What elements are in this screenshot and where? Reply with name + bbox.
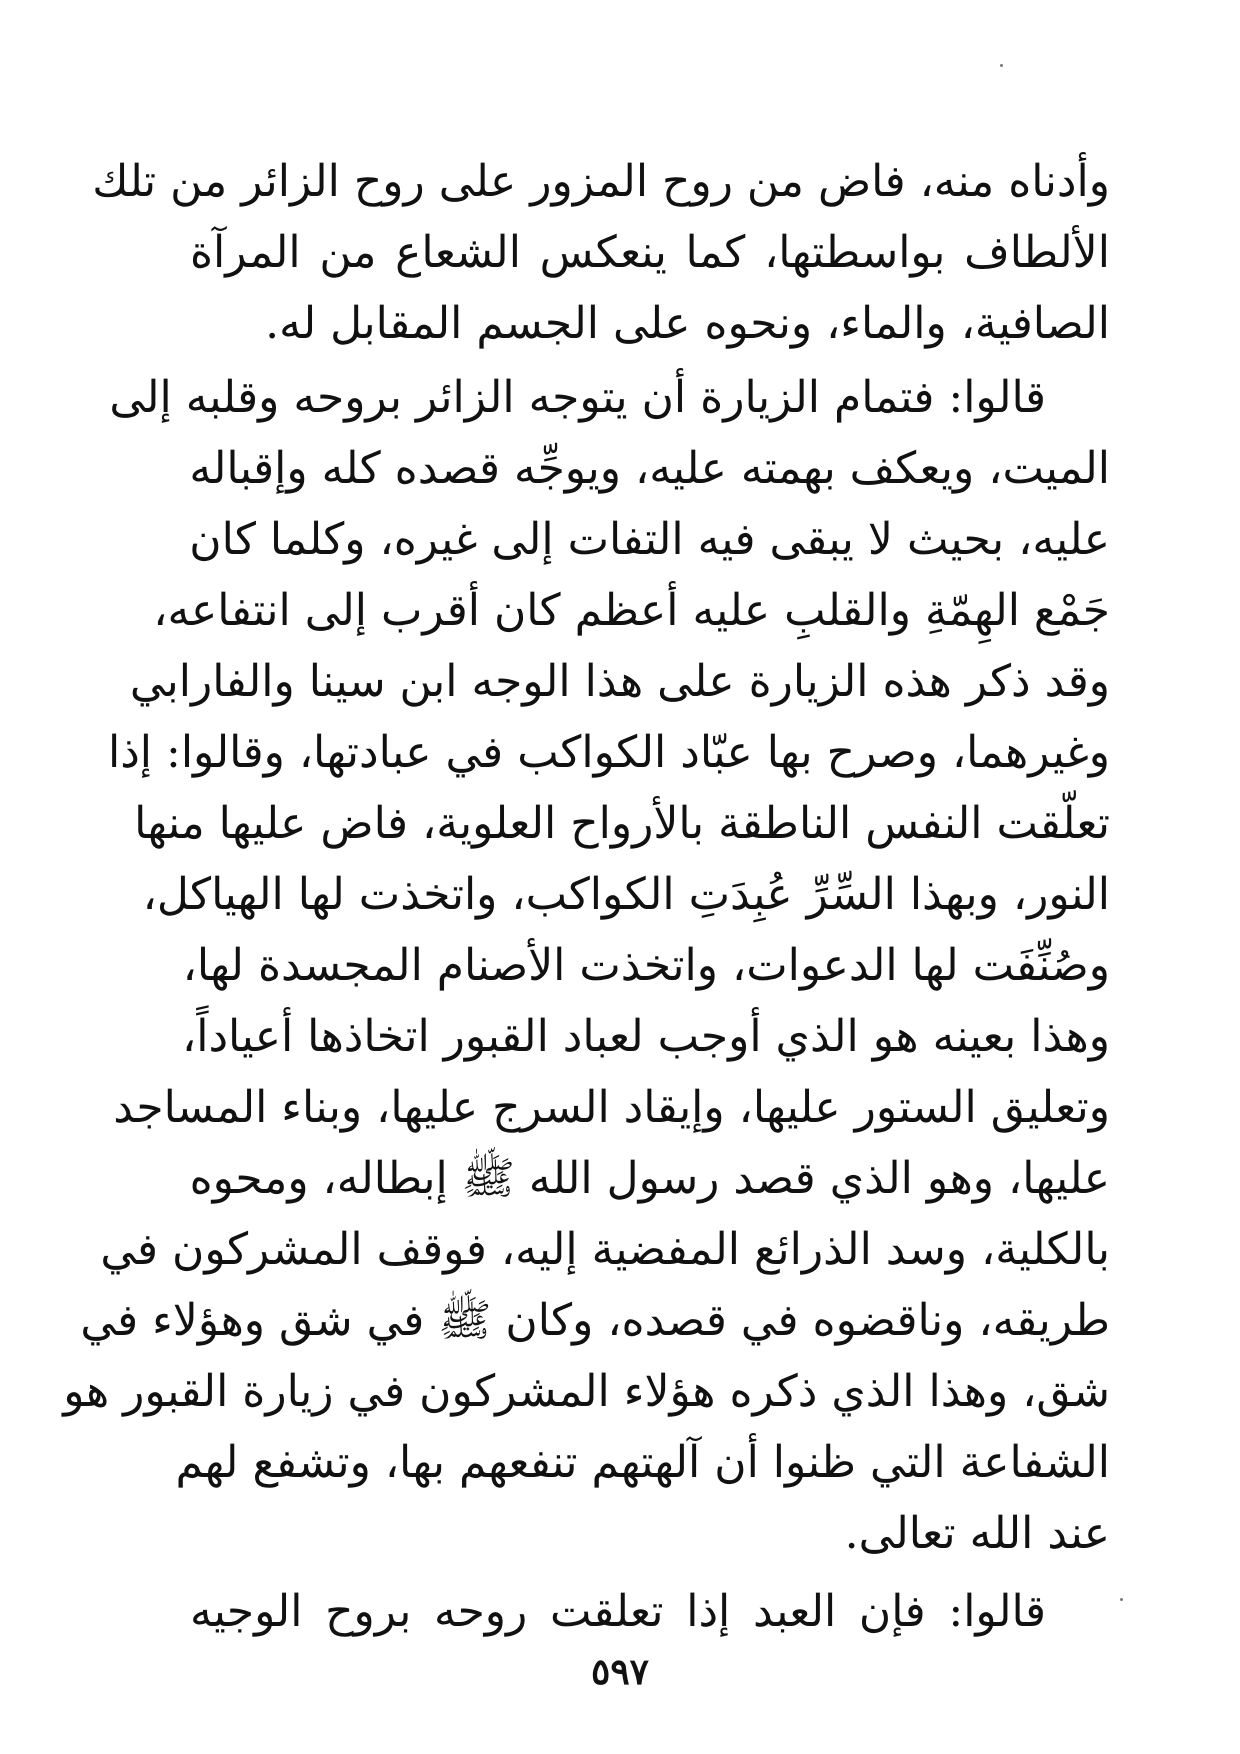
text-line: عليه، بحيث لا يبقى فيه التفات إلى غيره، وكلما كان <box>189 514 1110 565</box>
text-line: وغيرهما، وصرح بها عبّاد الكواكب في عبادتها، وقالوا: إذا <box>107 727 1110 778</box>
scan-speck <box>1000 64 1003 67</box>
text-line: الألطاف بواسطتها، كما ينعكس الشعاع من المرآة <box>190 227 1110 278</box>
text-line: تعلّقت النفس الناطقة بالأرواح العلوية، فاض عليها منها <box>134 798 1110 849</box>
page-number: ٥٩٧ <box>590 1651 649 1693</box>
text-line: وصُنِّفَت لها الدعوات، واتخذت الأصنام المجسدة لها، <box>182 940 1110 991</box>
text-line: النور، وبهذا السِّرِّ عُبِدَتِ الكواكب، واتخذت لها الهياكل، <box>142 869 1110 920</box>
paragraph-2 <box>63 362 1110 1569</box>
text-line: الشفاعة التي ظنوا أن آلهتهم تنفعهم بها، وتشفع لهم <box>175 1437 1110 1488</box>
paragraph-1 <box>92 146 1110 359</box>
text-line: قالوا: فإن العبد إذا تعلقت روحه بروح الوجيه <box>190 1586 1046 1637</box>
text-line: وقد ذكر هذه الزيارة على هذا الوجه ابن سينا والفارابي <box>129 656 1110 707</box>
text-line: بالكلية، وسد الذرائع المفضية إليه، فوقف المشركون في <box>100 1224 1110 1275</box>
text-line: وتعليق الستور عليها، وإيقاد السرج عليها، وبناء المساجد <box>113 1082 1110 1133</box>
text-line: شق، وهذا الذي ذكره هؤلاء المشركون في زيارة القبور هو <box>63 1366 1110 1417</box>
text-line: الميت، ويعكف بهمته عليه، ويوجِّه قصده كله وإقباله <box>189 443 1110 494</box>
scan-speck <box>1120 1598 1123 1601</box>
text-line: جَمْع الهِمّةِ والقلبِ عليه أعظم كان أقرب إلى انتفاعه، <box>153 585 1110 636</box>
text-line: عليها، وهو الذي قصد رسول الله ﷺ إبطاله، ومحوه <box>189 1153 1110 1204</box>
text-line: الصافية، والماء، ونحوه على الجسم المقابل له. <box>265 298 1110 349</box>
text-line: طريقه، وناقضوه في قصده، وكان ﷺ في شق وهؤلاء في <box>80 1295 1110 1346</box>
text-line: وهذا بعينه هو الذي أوجب لعباد القبور اتخاذها أعياداً، <box>182 1011 1110 1062</box>
paragraph-3 <box>190 1576 1110 1647</box>
text-line: عند الله تعالى. <box>844 1508 1110 1559</box>
text-line: وأدناه منه، فاض من روح المزور على روح الزائر من تلك <box>92 156 1110 207</box>
text-line: قالوا: فتمام الزيارة أن يتوجه الزائر بروحه وقلبه إلى <box>109 372 1046 423</box>
